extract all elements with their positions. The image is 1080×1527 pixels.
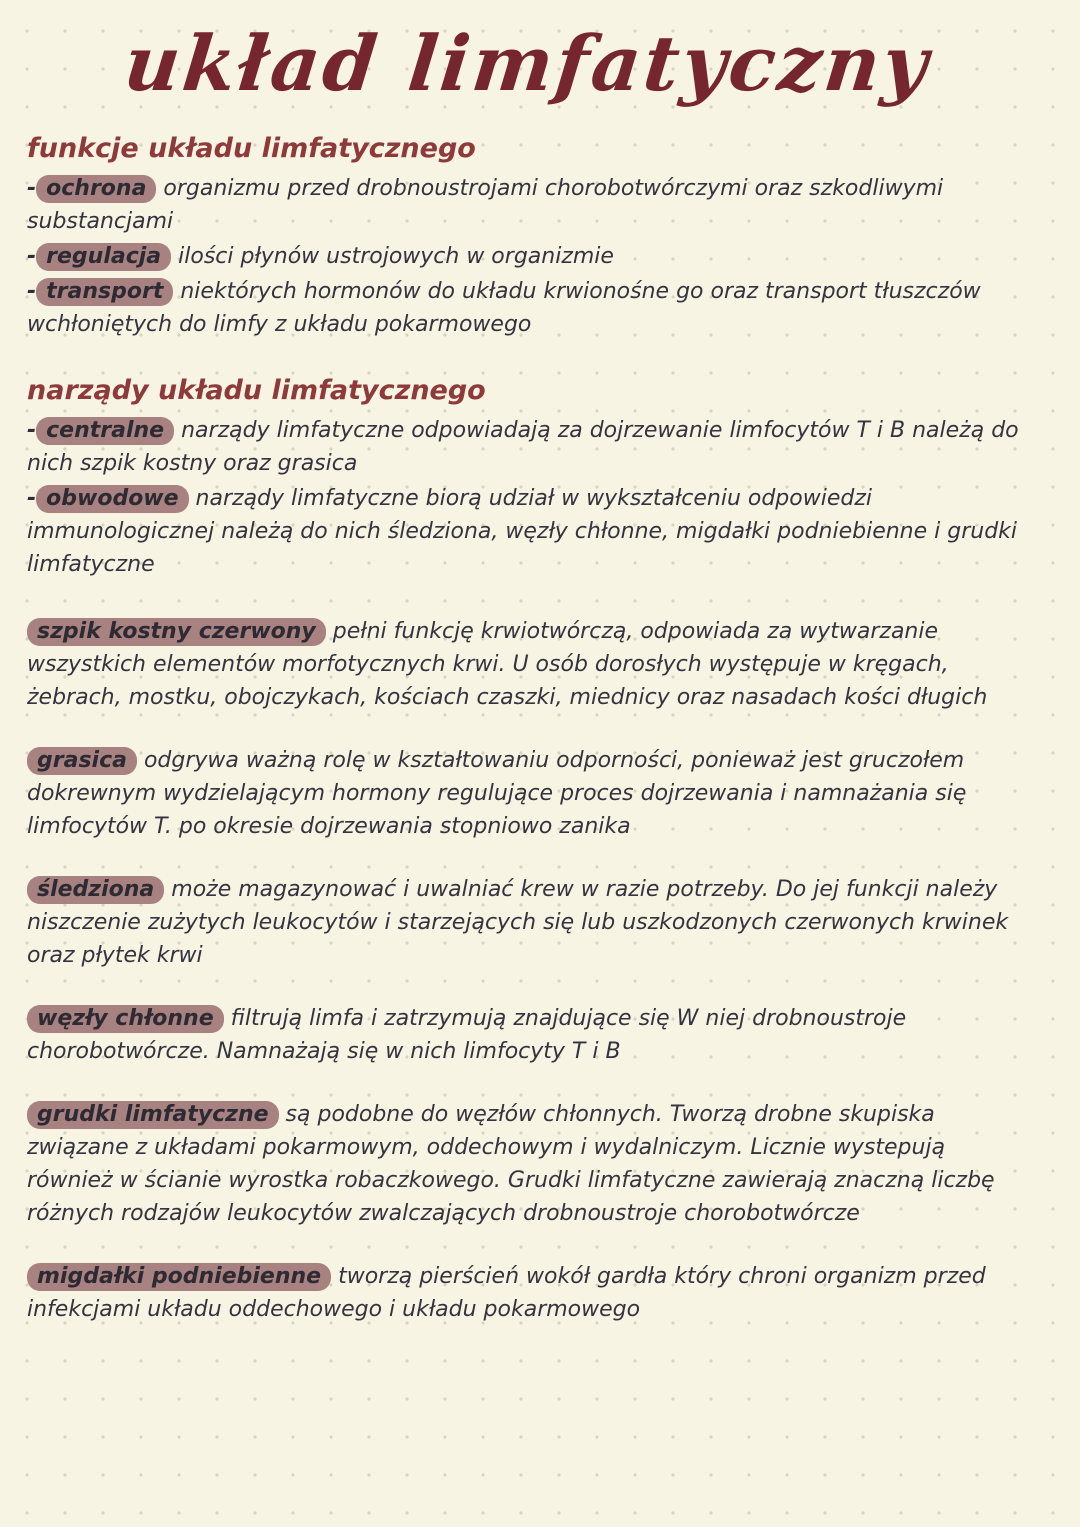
highlighted-term: regulacja [36, 243, 171, 271]
list-item [27, 240, 1028, 273]
highlighted-term: migdałki podniebienne [27, 1263, 331, 1291]
highlighted-term: śledziona [27, 876, 164, 904]
paragraph-grudki-limfatyczne [27, 1098, 1028, 1230]
item-text: narządy limfatyczne odpowiadają za dojrzewanie limfocytów T i B należą do nich szpik kostny oraz grasica [27, 418, 1019, 477]
list-item [27, 414, 1028, 480]
bullet-dash: - [27, 244, 37, 270]
paragraph-text: filtrują limfa i zatrzymują znajdujące się W niej drobnoustroje chorobotwórcze. Namnażają się w nich limfocyty T i B [27, 1006, 907, 1065]
section-funkcje-heading: funkcje układu limfatycznego [27, 133, 476, 165]
paragraph-text: odgrywa ważną rolę w kształtowaniu odporności, ponieważ jest gruczołem dokrewnym wydzielającym hormony regulujące proces dojrzewania i namnażania się limfocytów T. po okresie dojrzewania stopniowo zanika [27, 748, 967, 840]
list-item [27, 275, 1028, 341]
bullet-dash: - [27, 176, 37, 202]
paragraph-szpik-kostny [27, 615, 1028, 714]
section-narzady-heading: narządy układu limfatycznego [27, 375, 486, 407]
paragraph-text: tworzą pierścień wokół gardła który chroni organizm przed infekcjami układu oddechowego i układu pokarmowego [27, 1264, 986, 1323]
paragraph-text: pełni funkcję krwiotwórczą, odpowiada za wytwarzanie wszystkich elementów morfotycznych krwi. U osób dorosłych występuje w kręgach, żebrach, mostku, obojczykach, kościach czaszki, miednicy oraz nasadach kości długich [27, 619, 988, 711]
section-funkcje [27, 133, 1028, 341]
highlighted-term: centralne [36, 417, 174, 445]
paragraph-text: może magazynować i uwalniać krew w razie potrzeby. Do jej funkcji należy niszczenie zużytych leukocytów i starzejących się lub uszkodzonych czerwonych krwinek oraz płytek krwi [27, 877, 1009, 969]
paragraph-text: są podobne do węzłów chłonnych. Tworzą drobne skupiska związane z układami pokarmowym, oddechowym i wydalniczym. Licznie wystepują również w ścianie wyrostka robaczkowego. Grudki limfatyczne zawierają znaczną liczbę różnych rodzajów leukocytów zwalczających drobnoustroje chorobotwórcze [27, 1102, 995, 1227]
item-text: narządy limfatyczne biorą udział w wykształceniu odpowiedzi immunologicznej należą do nich śledziona, węzły chłonne, migdałki podniebienne i grudki limfatyczne [27, 486, 1018, 578]
highlighted-term: transport [36, 278, 173, 306]
paragraph-sledziona [27, 873, 1028, 972]
list-item [27, 482, 1028, 581]
paragraph-grasica [27, 744, 1028, 843]
item-text: niektórych hormonów do układu krwionośne go oraz transport tłuszczów wchłoniętych do limfy z układu pokarmowego [27, 279, 981, 338]
page-title: układ limfatyczny [120, 19, 935, 108]
highlighted-term: obwodowe [36, 485, 188, 513]
bullet-dash: - [27, 279, 37, 305]
highlighted-term: węzły chłonne [27, 1005, 224, 1033]
highlighted-term: ochrona [36, 175, 156, 203]
item-text: organizmu przed drobnoustrojami chorobotwórczymi oraz szkodliwymi substancjami [27, 176, 944, 235]
bullet-dash: - [27, 486, 37, 512]
paragraph-wezly-chlonne [27, 1002, 1028, 1068]
highlighted-term: grudki limfatyczne [27, 1101, 279, 1129]
section-narzady [27, 375, 1028, 581]
paragraph-migdalki [27, 1260, 1028, 1326]
highlighted-term: grasica [27, 747, 137, 775]
highlighted-term: szpik kostny czerwony [27, 618, 326, 646]
bullet-dash: - [27, 418, 37, 444]
item-text: ilości płynów ustrojowych w organizmie [171, 244, 614, 270]
list-item [27, 172, 1028, 238]
